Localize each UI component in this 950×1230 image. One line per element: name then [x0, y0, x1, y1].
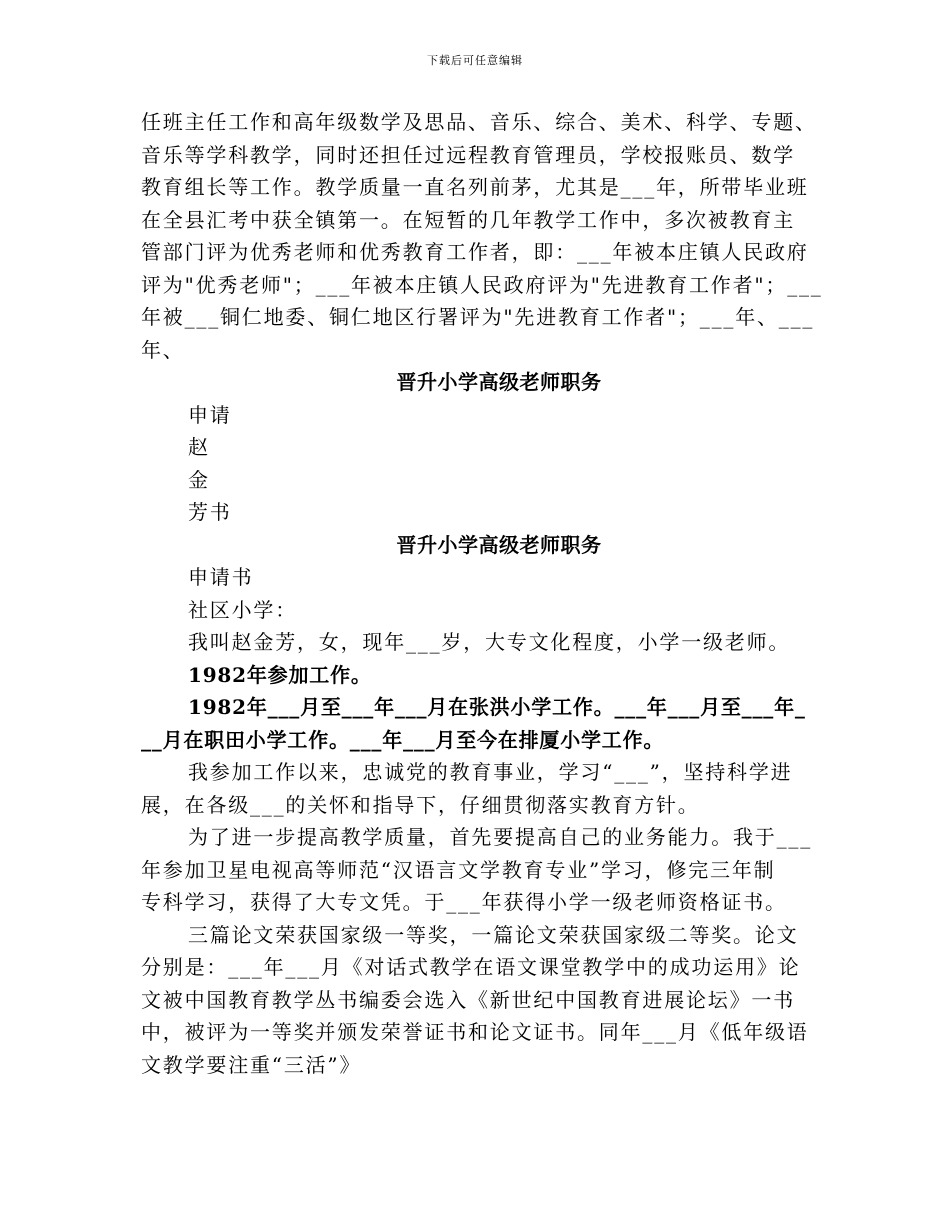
text-line: 在全县汇考中获全镇第一。在短暂的几年教学工作中，多次被教育主 [141, 207, 795, 232]
text-line: 赵 [188, 435, 210, 459]
text-line: 任班主任工作和高年级数学及思品、音乐、综合、美术、科学、专题、 [141, 110, 817, 134]
text-line: __月在职田小学工作。___年___月至今在排厦小学工作。 [141, 727, 665, 752]
text-line: 年、 [141, 337, 185, 362]
text-line: 芳书 [188, 500, 232, 524]
text-line: 年参加卫星电视高等师范“汉语言文学教育专业”学习，修完三年制 [141, 857, 776, 882]
text-line: 社区小学： [188, 597, 297, 622]
text-line: 专科学习，获得了大专文凭。于___年获得小学一级老师资格证书。 [141, 890, 787, 914]
text-line: 为了进一步提高教学质量，首先要提高自己的业务能力。我于___ [188, 825, 812, 849]
document-body [141, 106, 823, 1081]
text-line: 展，在各级___的关怀和指导下，仔细贯彻落实教育方针。 [141, 792, 700, 817]
text-line: 评为"优秀老师"；___年被本庄镇人民政府评为"先进教育工作者"；___ [141, 272, 823, 297]
text-line: 1982年___月至___年___月在张洪小学工作。___年___月至___年_ [188, 695, 806, 719]
text-line: 中，被评为一等奖并颁发荣誉证书和论文证书。同年___月《低年级语 [141, 1020, 809, 1044]
text-line: 申请 [188, 402, 232, 427]
text-line: 分别是：___年___月《对话式教学在语文课堂教学中的成功运用》论 [141, 955, 801, 979]
text-line: 文教学要注重“三活”》 [141, 1052, 362, 1077]
text-line: 音乐等学科教学，同时还担任过远程教育管理员，学校报账员、数学 [141, 142, 795, 167]
text-line: 我参加工作以来，忠诚党的教育事业，学习“___”，坚持科学进 [188, 760, 793, 784]
text-line: 金 [188, 467, 210, 492]
text-line: 文被中国教育教学丛书编委会选入《新世纪中国教育进展论坛》一书 [141, 987, 795, 1012]
text-line: 三篇论文荣获国家级一等奖，一篇论文荣获国家级二等奖。论文 [188, 922, 799, 947]
text-line: 我叫赵金芳，女，现年___岁，大专文化程度，小学一级老师。 [188, 630, 791, 654]
text-line: 1982年参加工作。 [188, 662, 372, 687]
text-line: 管部门评为优秀老师和优秀教育工作者，即：___年被本庄镇人民政府 [141, 240, 809, 264]
section-title: 晋升小学高级老师职务 [396, 532, 602, 557]
text-line: 年被___铜仁地委、铜仁地区行署评为"先进教育工作者"；___年、___ [141, 305, 815, 329]
text-line: 申请书 [188, 565, 254, 589]
section-title: 晋升小学高级老师职务 [396, 370, 602, 394]
page-header: 下载后可任意编辑 [427, 54, 523, 67]
text-line: 教育组长等工作。教学质量一直名列前茅，尤其是___年，所带毕业班 [141, 175, 809, 199]
